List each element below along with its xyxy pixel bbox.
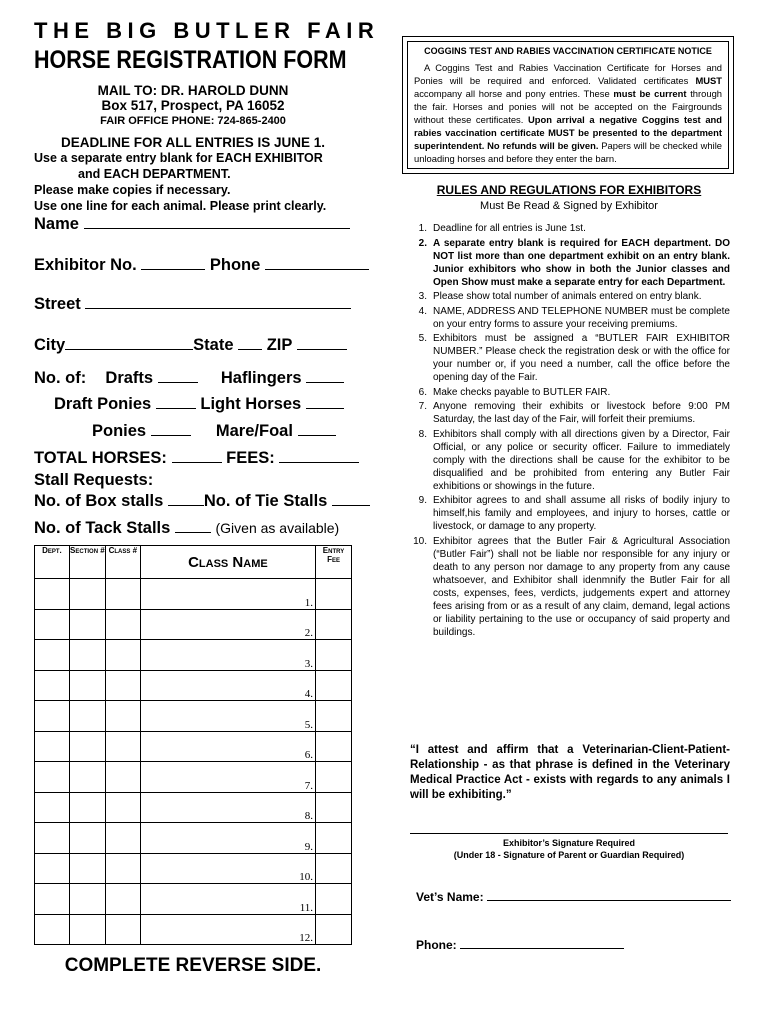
rule-number: 8. — [418, 428, 427, 440]
entry-fee-cell[interactable] — [316, 792, 352, 823]
section-cell[interactable] — [69, 609, 105, 640]
section-cell[interactable] — [69, 762, 105, 793]
drafts-label: Drafts — [105, 369, 154, 387]
phone-label: Phone — [209, 256, 261, 274]
rule-item — [404, 428, 730, 493]
class-name-cell[interactable]: 10. — [140, 853, 315, 884]
ponies-row — [92, 421, 336, 441]
fair-title: THE BIG BUTLER FAIR — [34, 18, 380, 43]
section-cell[interactable] — [69, 731, 105, 762]
rule-text: Exhibitors must be assigned a “BUTLER FAIR EXHIBITOR NUMBER.” Please check the registration desk or with the office for your number or, if you need a number, call the office before the opening day of the Fair. — [433, 333, 730, 383]
haflingers-line[interactable] — [306, 368, 344, 383]
form-title: HORSE REGISTRATION FORM — [34, 46, 347, 74]
vcpr-attestation: “I attest and affirm that a Veterinarian-Client-Patient-Relationship - as that phrase is defined in the Veterinary Medical Practice Act - exists with regards to any animals I will be exhibiting.” — [410, 744, 730, 801]
rule-number: 3. — [418, 291, 427, 302]
entry-fee-header: Entry Fee — [316, 546, 352, 579]
instruction-1: Use a separate entry blank for EACH EXHIBITOR — [34, 151, 323, 165]
rule-item — [404, 237, 730, 289]
rule-text: Exhibitor agrees that the Butler Fair & Agricultural Association (“Butler Fair”) shall not be liable nor responsible for any injury or death to any person nor damage to any property from any cause whatsoever, and Exhibitor shall idenmnify the Butler Fair for all costs, expenses, fees, verdicts, judgements expert and attorney fees arising from or as a result of any claim, demand, legal actions or liability pertaining to the use or occupancy of said property and buildings. — [433, 535, 730, 638]
dept-cell[interactable] — [35, 670, 70, 701]
notice-bold-2: must be current — [613, 88, 687, 99]
rules-subtitle: Must Be Read & Signed by Exhibitor — [480, 200, 658, 212]
rule-text: NAME, ADDRESS AND TELEPHONE NUMBER must be complete on your entry forms to assure your receiving premiums. — [433, 305, 730, 330]
rule-number: 2. — [418, 237, 427, 249]
class-cell[interactable] — [105, 884, 140, 915]
rule-text: Exhibitors shall comply with all directions given by a Director, Fair Official, or any police or security officer. Failure to immediately comply with the directions shall be cause for the exhibitor to be disqualified and be prohibited from entering any Butler Fair exhibitions or showings in the future. — [433, 428, 730, 492]
zip-line[interactable] — [297, 335, 347, 350]
coggins-notice — [402, 36, 734, 174]
zip-label: ZIP — [266, 336, 293, 354]
drafts-row — [34, 368, 344, 388]
rule-item — [404, 400, 730, 426]
class-cell[interactable] — [105, 914, 140, 945]
class-cell[interactable] — [105, 731, 140, 762]
vet-phone-label: Phone: — [416, 938, 457, 952]
rule-item — [404, 535, 730, 639]
table-row — [35, 884, 352, 915]
dept-cell[interactable] — [35, 579, 70, 610]
entry-fee-cell[interactable] — [316, 640, 352, 671]
class-name-cell[interactable]: 9. — [140, 823, 315, 854]
name-label: Name — [34, 215, 79, 233]
rule-number: 1. — [418, 223, 427, 234]
notice-title: COGGINS TEST AND RABIES VACCINATION CERTIFICATE NOTICE — [424, 46, 712, 56]
city-state-zip-row — [34, 335, 347, 355]
rule-text: Anyone removing their exhibits or livestock before 9:00 PM Saturday, the last day of the Fair, will forfeit their premiums. — [433, 401, 730, 425]
section-cell[interactable] — [69, 701, 105, 732]
tie-stalls-label: No. of Tie Stalls — [203, 492, 328, 510]
draft-ponies-row — [54, 394, 344, 414]
table-row — [35, 670, 352, 701]
vet-name-field — [416, 890, 731, 904]
box-stalls-line[interactable] — [168, 491, 204, 506]
notice-text-1: A Coggins Test and Rabies Vaccination Certificate for Horses and Ponies will be required and enforced. Validated certificates — [414, 62, 722, 86]
dept-cell[interactable] — [35, 609, 70, 640]
table-row — [35, 609, 352, 640]
dept-cell[interactable] — [35, 914, 70, 945]
tack-stalls-row — [34, 518, 339, 538]
mare-foal-label: Mare/Foal — [215, 422, 293, 440]
entry-fee-cell[interactable] — [316, 823, 352, 854]
class-name-cell[interactable]: 6. — [140, 731, 315, 762]
notice-text-2: accompany all horse and pony entries. These — [414, 88, 614, 99]
class-name-cell[interactable]: 2. — [140, 609, 315, 640]
table-row — [35, 640, 352, 671]
rule-number: 10. — [413, 535, 427, 547]
instruction-1b: and EACH DEPARTMENT. — [78, 167, 231, 181]
tie-stalls-line[interactable] — [332, 491, 370, 506]
ponies-line[interactable] — [151, 421, 191, 436]
notice-body — [414, 61, 722, 165]
tack-stalls-line[interactable] — [175, 518, 211, 533]
dept-cell[interactable] — [35, 853, 70, 884]
entry-fee-cell[interactable] — [316, 579, 352, 610]
fees-label: FEES: — [226, 449, 275, 467]
box-stalls-label: No. of Box stalls — [34, 492, 164, 510]
rule-number: 5. — [418, 333, 427, 344]
notice-text-3: through the fair. Horses and ponies will not be accepted on the Fairgrounds without these certificates. — [414, 88, 722, 125]
rules-title: RULES AND REGULATIONS FOR EXHIBITORS — [436, 183, 702, 197]
dept-cell[interactable] — [35, 701, 70, 732]
class-cell[interactable] — [105, 640, 140, 671]
dept-cell[interactable] — [35, 792, 70, 823]
vet-name-label: Vet’s Name: — [416, 890, 484, 904]
form-header — [34, 18, 380, 214]
name-field[interactable] — [34, 214, 350, 234]
rule-text: Please show total number of animals entered on entry blank. — [433, 291, 702, 302]
dept-header: Dept. — [35, 546, 70, 579]
exhibitor-no-line[interactable] — [141, 255, 205, 270]
section-cell[interactable] — [69, 640, 105, 671]
section-cell[interactable] — [69, 579, 105, 610]
table-row — [35, 792, 352, 823]
complete-reverse-note: COMPLETE REVERSE SIDE. — [64, 955, 322, 976]
street-field[interactable] — [34, 294, 351, 314]
rule-item — [404, 305, 730, 331]
section-cell[interactable] — [69, 884, 105, 915]
mail-to: MAIL TO: DR. HAROLD DUNN — [97, 83, 289, 98]
class-name-header: Class Name — [140, 546, 315, 579]
tack-stalls-label: No. of Tack Stalls — [34, 519, 171, 537]
ponies-label: Ponies — [92, 422, 147, 440]
entry-fee-cell[interactable] — [316, 884, 352, 915]
class-name-cell[interactable]: 8. — [140, 792, 315, 823]
street-line[interactable] — [85, 294, 351, 309]
haflingers-label: Haflingers — [220, 369, 302, 387]
class-name-cell[interactable]: 4. — [140, 670, 315, 701]
class-name-cell[interactable]: 1. — [140, 579, 315, 610]
rule-text: Deadline for all entries is June 1st. — [433, 223, 586, 234]
table-row — [35, 762, 352, 793]
signature-guardian-note: (Under 18 - Signature of Parent or Guardian Required) — [453, 850, 685, 860]
state-line[interactable] — [238, 335, 262, 350]
class-cell[interactable] — [105, 823, 140, 854]
deadline: DEADLINE FOR ALL ENTRIES IS JUNE 1. — [60, 135, 326, 150]
mail-address: Box 517, Prospect, PA 16052 — [101, 98, 285, 113]
signature-label: Exhibitor’s Signature Required — [502, 838, 636, 848]
entry-fee-cell[interactable] — [316, 701, 352, 732]
entry-fee-cell[interactable] — [316, 853, 352, 884]
totals-row — [34, 448, 359, 468]
phone-line[interactable] — [265, 255, 369, 270]
fees-line[interactable] — [279, 448, 359, 463]
section-header: Section # — [69, 546, 105, 579]
instruction-2: Please make copies if necessary. — [34, 183, 231, 197]
drafts-line[interactable] — [158, 368, 198, 383]
entry-fee-cell[interactable] — [316, 731, 352, 762]
signature-line[interactable] — [410, 833, 728, 834]
notice-bold-3: Upon arrival a negative Coggins test and rabies vaccination certificate MUST be presented to the department superintendent. No refunds will be given. — [414, 114, 722, 151]
total-horses-label: TOTAL HORSES: — [34, 449, 167, 467]
section-cell[interactable] — [69, 914, 105, 945]
dept-cell[interactable] — [35, 640, 70, 671]
class-name-cell[interactable]: 7. — [140, 762, 315, 793]
class-cell[interactable] — [105, 762, 140, 793]
light-horses-label: Light Horses — [200, 395, 302, 413]
class-cell[interactable] — [105, 670, 140, 701]
section-cell[interactable] — [69, 670, 105, 701]
city-label: City — [34, 336, 66, 354]
rule-text: Make checks payable to BUTLER FAIR. — [433, 386, 611, 398]
class-name-cell[interactable]: 3. — [140, 640, 315, 671]
rule-item — [404, 222, 730, 235]
rule-text: Exhibitor agrees to and shall assume all risks of bodily injury to himself,his family and employees, and injury to horses, cattle or livestock, or damage to any property. — [433, 495, 730, 532]
class-cell[interactable] — [105, 609, 140, 640]
class-cell[interactable] — [105, 579, 140, 610]
total-horses-line[interactable] — [172, 448, 222, 463]
stall-requests-label: Stall Requests: — [34, 471, 154, 489]
class-cell[interactable] — [105, 853, 140, 884]
light-horses-line[interactable] — [306, 394, 344, 409]
table-row — [35, 823, 352, 854]
class-cell[interactable] — [105, 701, 140, 732]
dept-cell[interactable] — [35, 823, 70, 854]
draft-ponies-label: Draft Ponies — [54, 395, 152, 413]
dept-cell[interactable] — [35, 731, 70, 762]
class-name-cell[interactable]: 12. — [140, 914, 315, 945]
class-cell[interactable] — [105, 792, 140, 823]
vet-phone-line[interactable] — [460, 938, 624, 949]
table-header-row — [35, 546, 352, 579]
rules-list — [404, 222, 730, 640]
vet-phone-field — [416, 938, 624, 952]
no-of-label: No. of: — [34, 369, 87, 387]
class-name-cell[interactable]: 11. — [140, 884, 315, 915]
stalls-row — [34, 491, 370, 511]
table-row — [35, 853, 352, 884]
name-line[interactable] — [84, 214, 350, 229]
street-label: Street — [34, 295, 81, 313]
rule-item — [404, 290, 730, 303]
section-cell[interactable] — [69, 792, 105, 823]
mare-foal-line[interactable] — [298, 421, 336, 436]
section-cell[interactable] — [69, 853, 105, 884]
entry-fee-cell[interactable] — [316, 670, 352, 701]
entry-fee-cell[interactable] — [316, 762, 352, 793]
given-note: (Given as available) — [215, 520, 340, 536]
city-line[interactable] — [65, 335, 193, 350]
vet-name-line[interactable] — [487, 890, 731, 901]
exhibitor-no-label: Exhibitor No. — [34, 256, 137, 274]
dept-cell[interactable] — [35, 884, 70, 915]
draft-ponies-line[interactable] — [156, 394, 196, 409]
table-row — [35, 701, 352, 732]
office-phone: FAIR OFFICE PHONE: 724-865-2400 — [100, 115, 286, 127]
class-entry-table — [34, 545, 352, 945]
notice-text-4: Papers will be checked while unloading horses and before they enter the barn. — [414, 140, 722, 164]
notice-bold-1: MUST — [695, 75, 722, 86]
section-cell[interactable] — [69, 823, 105, 854]
rule-item — [404, 332, 730, 384]
class-name-cell[interactable]: 5. — [140, 701, 315, 732]
class-header: Class # — [105, 546, 140, 579]
table-row — [35, 731, 352, 762]
instruction-3: Use one line for each animal. Please print clearly. — [34, 199, 327, 213]
exhibitor-phone-row — [34, 255, 369, 275]
entry-fee-cell[interactable] — [316, 609, 352, 640]
state-label: State — [193, 336, 234, 354]
table-row — [35, 579, 352, 610]
instructions — [34, 150, 352, 214]
rule-item — [404, 494, 730, 533]
entry-fee-cell[interactable] — [316, 914, 352, 945]
rule-item — [404, 386, 730, 399]
rule-number: 6. — [418, 386, 427, 398]
rule-text: A separate entry blank is required for EACH department. DO NOT list more than one department exhibit on an entry blank. Junior exhibitors who show in both the Junior classes and Open Show must make a separate entry for each Department. — [433, 237, 730, 288]
dept-cell[interactable] — [35, 762, 70, 793]
rule-number: 4. — [418, 305, 427, 317]
rule-number: 7. — [418, 401, 427, 412]
rule-number: 9. — [418, 495, 427, 506]
table-row — [35, 914, 352, 945]
